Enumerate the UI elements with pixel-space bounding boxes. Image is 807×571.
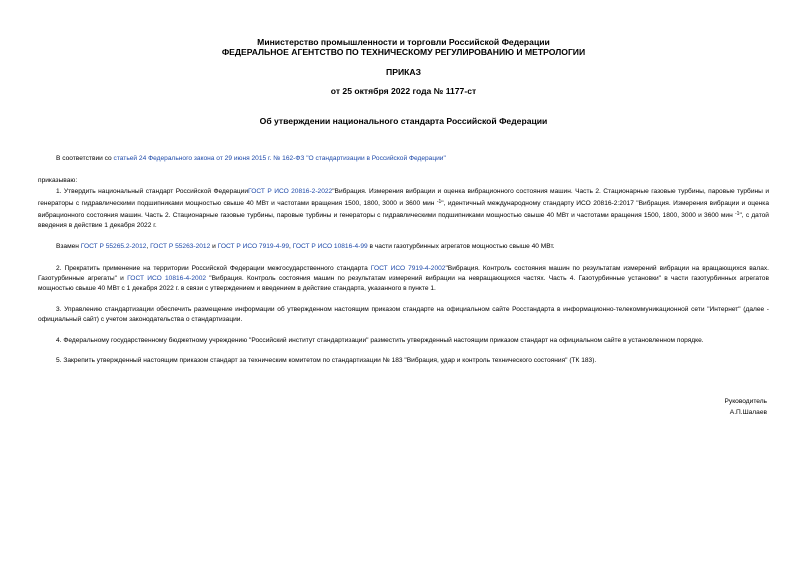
separator: , bbox=[146, 243, 151, 250]
item-2-text-2: "Вибрация. Контроль состояния машин по результатам измерений вибрации на вращающихся валах. Газотурбинные агрегаты" и bbox=[38, 265, 769, 282]
gost-r-iso-10816-4-99-link[interactable]: ГОСТ Р ИСО 10816-4-99 bbox=[292, 243, 368, 250]
gost-iso-10816-4-2002-link[interactable]: ГОСТ ИСО 10816-4-2002 bbox=[127, 275, 207, 282]
gost-r-55265-2-2012-link[interactable]: ГОСТ Р 55265.2-2012 bbox=[80, 243, 147, 250]
item-2-text: 2. Прекратить применение на территории Российской Федерации межгосударственного стандарта bbox=[56, 265, 371, 272]
item-4-text: 4. Федеральному государственному бюджетному учреждению "Российский институт стандартизации" разместить утвержденный настоящим приказом стандарт на официальном сайте в установленном порядке. bbox=[56, 337, 704, 344]
superscript: -1 bbox=[436, 199, 442, 205]
separator: и bbox=[210, 243, 218, 250]
federal-law-link[interactable]: статьей 24 Федерального закона от 29 июня 2015 г. № 162-ФЗ "О стандартизации в Российской Федерации" bbox=[113, 155, 446, 162]
agency-title: ФЕДЕРАЛЬНОЕ АГЕНТСТВО ПО ТЕХНИЧЕСКОМУ РЕГУЛИРОВАНИЮ И МЕТРОЛОГИИ bbox=[221, 47, 586, 57]
separator: , bbox=[288, 243, 293, 250]
item-1 bbox=[38, 187, 769, 231]
item-1-text: 1. Утвердить национальный стандарт Российской Федерации bbox=[56, 188, 249, 195]
signature-name: А.П.Шалаев bbox=[729, 409, 767, 416]
gost-r-iso-20816-2-2022-link[interactable]: ГОСТ Р ИСО 20816-2-2022 bbox=[248, 188, 333, 195]
preamble-text: В соответствии со bbox=[56, 155, 114, 162]
gost-iso-7919-4-2002-link[interactable]: ГОСТ ИСО 7919-4-2002 bbox=[370, 265, 446, 272]
item-2 bbox=[38, 264, 769, 294]
document-date-number: от 25 октября 2022 года № 1177-ст bbox=[330, 86, 477, 96]
item-1-text-4: ", с датой введения в действие 1 декабря 2022 г. bbox=[38, 212, 769, 229]
preamble bbox=[38, 154, 769, 164]
instead-text-2: в части газотурбинных агрегатов мощностью свыше 40 МВт. bbox=[367, 243, 555, 250]
instead-paragraph bbox=[38, 242, 769, 252]
order-word: приказываю: bbox=[38, 177, 78, 184]
item-2-text-3: "Вибрация. Контроль состояния машин по результатам измерений вибрации на невращающихся частях. Часть 4. Газотурбинные установки" в части газотурбинных агрегатов мощностью свыше 40 МВт с 1 декабря 2022 г. в связи с утверждением и введением в действие стандарта, указанного в пункте 1. bbox=[38, 275, 769, 292]
item-1-text-2: "Вибрация. Измерения вибрации и оценка вибрационного состояния машин. Часть 2. Стационарные газовые турбины, паровые турбины и генераторы с гидравлическими подшипниками мощностью свыше 40 МВт и частотами вращения 1500, 1800, 3000 и 3600 мин bbox=[38, 188, 769, 207]
item-5 bbox=[38, 356, 769, 366]
gost-r-55263-2012-link[interactable]: ГОСТ Р 55263-2012 bbox=[150, 243, 211, 250]
document-type: ПРИКАЗ bbox=[386, 67, 421, 77]
instead-text: Взамен bbox=[56, 243, 81, 250]
superscript: -1 bbox=[734, 211, 740, 217]
item-1-text-3: ", идентичный международному стандарту ИСО 20816-2:2017 "Вибрация. Измерения вибрации и оценка вибрационного состояния машин. Часть 2. Стационарные газовые турбины, паровые турбины и генераторы с гидравлическими подшипниками мощностью свыше 40 МВт и частотами вращения 1500, 1800, 3000 и 3600 мин bbox=[38, 200, 769, 219]
signature-position: Руководитель bbox=[724, 398, 767, 405]
gost-r-iso-7919-4-99-link[interactable]: ГОСТ Р ИСО 7919-4-99 bbox=[217, 243, 289, 250]
document-subject: Об утверждении национального стандарта Российской Федерации bbox=[259, 116, 548, 126]
item-5-text: 5. Закрепить утвержденный настоящим приказом стандарт за техническим комитетом по стандартизации № 183 "Вибрация, удар и контроль технического состояния" (ТК 183). bbox=[56, 357, 597, 364]
item-3-text: 3. Управлению стандартизации обеспечить размещение информации об утвержденном настоящим приказом стандарте на официальном сайте Росстандарта в информационно-телекоммуникационной сети "Интернет" (далее - официальный сайт) с учетом законодательства о стандартизации. bbox=[38, 306, 769, 323]
item-4 bbox=[38, 336, 769, 346]
item-3 bbox=[38, 305, 769, 325]
ministry-title: Министерство промышленности и торговли Российской Федерации bbox=[257, 37, 550, 47]
